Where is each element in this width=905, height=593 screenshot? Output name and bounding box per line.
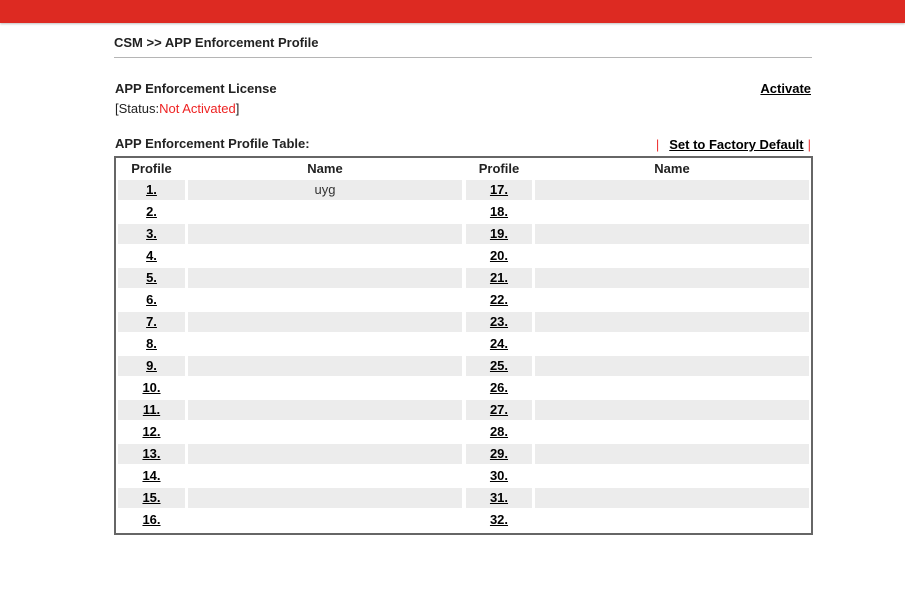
- license-status: [115, 101, 239, 116]
- left-name-cell: [188, 466, 462, 486]
- right-profile-link[interactable]: 20.: [489, 248, 509, 263]
- right-name-cell: [535, 334, 809, 354]
- left-name-cell: [188, 290, 462, 310]
- left-name-cell: [188, 378, 462, 398]
- left-name-cell: uyg: [188, 180, 462, 200]
- table-row: [116, 312, 811, 332]
- left-profile-link[interactable]: 8.: [146, 336, 157, 351]
- left-profile-link[interactable]: 10.: [142, 380, 161, 395]
- left-profile-cell: [118, 334, 185, 354]
- right-profile-link[interactable]: 26.: [489, 380, 509, 395]
- table-row: [116, 180, 811, 200]
- right-name-cell: [535, 246, 809, 266]
- table-row: [116, 356, 811, 376]
- right-name-cell: [535, 378, 809, 398]
- left-profile-link[interactable]: 5.: [146, 270, 157, 285]
- left-profile-cell: [118, 246, 185, 266]
- right-profile-cell: [466, 356, 532, 376]
- left-profile-cell: [118, 224, 185, 244]
- right-profile-cell: [466, 290, 532, 310]
- right-profile-cell: [466, 510, 532, 530]
- left-profile-link[interactable]: 12.: [142, 424, 161, 439]
- separator-left: |: [655, 137, 660, 152]
- right-profile-link[interactable]: 18.: [489, 204, 509, 219]
- left-profile-cell: [118, 312, 185, 332]
- left-name-cell: [188, 422, 462, 442]
- left-profile-link[interactable]: 11.: [142, 402, 161, 417]
- left-profile-link[interactable]: 16.: [142, 512, 161, 527]
- left-profile-cell: [118, 466, 185, 486]
- right-profile-cell: [466, 422, 532, 442]
- status-value: Not Activated: [159, 101, 236, 116]
- table-row: [116, 466, 811, 486]
- right-profile-cell: [466, 268, 532, 288]
- right-profile-link[interactable]: 30.: [489, 468, 509, 483]
- left-profile-link[interactable]: 15.: [142, 490, 161, 505]
- table-row: [116, 334, 811, 354]
- left-profile-cell: [118, 488, 185, 508]
- left-profile-cell: [118, 444, 185, 464]
- table-header: [116, 161, 811, 179]
- right-name-cell: [535, 444, 809, 464]
- right-profile-cell: [466, 312, 532, 332]
- right-name-cell: [535, 422, 809, 442]
- left-profile-cell: [118, 290, 185, 310]
- left-profile-link[interactable]: 1.: [146, 182, 157, 197]
- left-profile-cell: [118, 202, 185, 222]
- right-profile-cell: [466, 180, 532, 200]
- left-name-cell: [188, 400, 462, 420]
- right-name-cell: [535, 400, 809, 420]
- license-title: APP Enforcement License: [115, 81, 277, 96]
- table-row: [116, 268, 811, 288]
- right-profile-link[interactable]: 19.: [489, 226, 509, 241]
- right-profile-link[interactable]: 29.: [489, 446, 509, 461]
- left-profile-link[interactable]: 3.: [146, 226, 157, 241]
- right-profile-cell: [466, 444, 532, 464]
- separator-right: |: [807, 137, 811, 152]
- left-name-cell: [188, 202, 462, 222]
- table-row: [116, 246, 811, 266]
- right-profile-link[interactable]: 27.: [489, 402, 509, 417]
- right-name-cell: [535, 312, 809, 332]
- left-profile-cell: [118, 400, 185, 420]
- left-profile-cell: [118, 378, 185, 398]
- factory-default-group: [656, 137, 811, 152]
- left-profile-cell: [118, 422, 185, 442]
- right-profile-link[interactable]: 23.: [489, 314, 509, 329]
- left-profile-cell: [118, 510, 185, 530]
- profile-table: [114, 156, 813, 535]
- status-prefix: [Status:: [115, 101, 160, 116]
- header-profile-right: Profile: [478, 161, 520, 176]
- table-row: [116, 378, 811, 398]
- right-profile-cell: [466, 378, 532, 398]
- left-name-cell: [188, 224, 462, 244]
- right-name-cell: [535, 466, 809, 486]
- right-name-cell: [535, 290, 809, 310]
- right-name-cell: [535, 510, 809, 530]
- status-suffix: ]: [235, 101, 240, 116]
- right-profile-link[interactable]: 31.: [489, 490, 509, 505]
- left-profile-cell: [118, 268, 185, 288]
- table-row: [116, 422, 811, 442]
- header-name-right: Name: [654, 161, 690, 176]
- header-divider: [114, 57, 812, 58]
- table-row: [116, 290, 811, 310]
- right-name-cell: [535, 268, 809, 288]
- left-profile-link[interactable]: 6.: [146, 292, 157, 307]
- right-name-cell: [535, 180, 809, 200]
- left-name-cell: [188, 268, 462, 288]
- right-profile-link[interactable]: 22.: [489, 292, 509, 307]
- left-name-cell: [188, 356, 462, 376]
- right-profile-cell: [466, 224, 532, 244]
- left-profile-link[interactable]: 4.: [146, 248, 157, 263]
- left-profile-link[interactable]: 2.: [146, 204, 157, 219]
- left-profile-cell: [118, 180, 185, 200]
- right-profile-link[interactable]: 32.: [489, 512, 509, 527]
- header-profile-left: Profile: [131, 161, 172, 176]
- right-name-cell: [535, 488, 809, 508]
- right-profile-cell: [466, 334, 532, 354]
- profile-table-title: APP Enforcement Profile Table:: [115, 136, 310, 151]
- right-profile-link[interactable]: 21.: [489, 270, 509, 285]
- left-name-cell: [188, 444, 462, 464]
- right-name-cell: [535, 356, 809, 376]
- left-name-cell: [188, 334, 462, 354]
- right-profile-cell: [466, 488, 532, 508]
- table-row: [116, 400, 811, 420]
- right-profile-cell: [466, 246, 532, 266]
- header-name-left: Name: [307, 161, 343, 176]
- left-profile-link[interactable]: 7.: [146, 314, 157, 329]
- left-profile-link[interactable]: 13.: [142, 446, 161, 461]
- right-profile-cell: [466, 202, 532, 222]
- right-name-cell: [535, 202, 809, 222]
- right-profile-cell: [466, 400, 532, 420]
- right-profile-cell: [466, 466, 532, 486]
- left-name-cell: [188, 510, 462, 530]
- left-profile-link[interactable]: 14.: [142, 468, 161, 483]
- left-name-cell: [188, 312, 462, 332]
- right-profile-link[interactable]: 17.: [489, 182, 509, 197]
- left-profile-link[interactable]: 9.: [146, 358, 157, 373]
- left-profile-cell: [118, 356, 185, 376]
- table-row: [116, 444, 811, 464]
- left-name-cell: [188, 488, 462, 508]
- top-banner: [0, 0, 905, 23]
- table-row: [116, 224, 811, 244]
- table-row: [116, 488, 811, 508]
- table-row: [116, 202, 811, 222]
- set-factory-default-link[interactable]: Set to Factory Default: [669, 137, 804, 152]
- right-name-cell: [535, 224, 809, 244]
- right-profile-link[interactable]: 28.: [489, 424, 509, 439]
- right-profile-link[interactable]: 25.: [489, 358, 509, 373]
- breadcrumb: CSM >> APP Enforcement Profile: [114, 35, 319, 50]
- activate-link[interactable]: Activate: [760, 81, 811, 96]
- left-name-cell: [188, 246, 462, 266]
- table-row: [116, 510, 811, 530]
- right-profile-link[interactable]: 24.: [489, 336, 509, 351]
